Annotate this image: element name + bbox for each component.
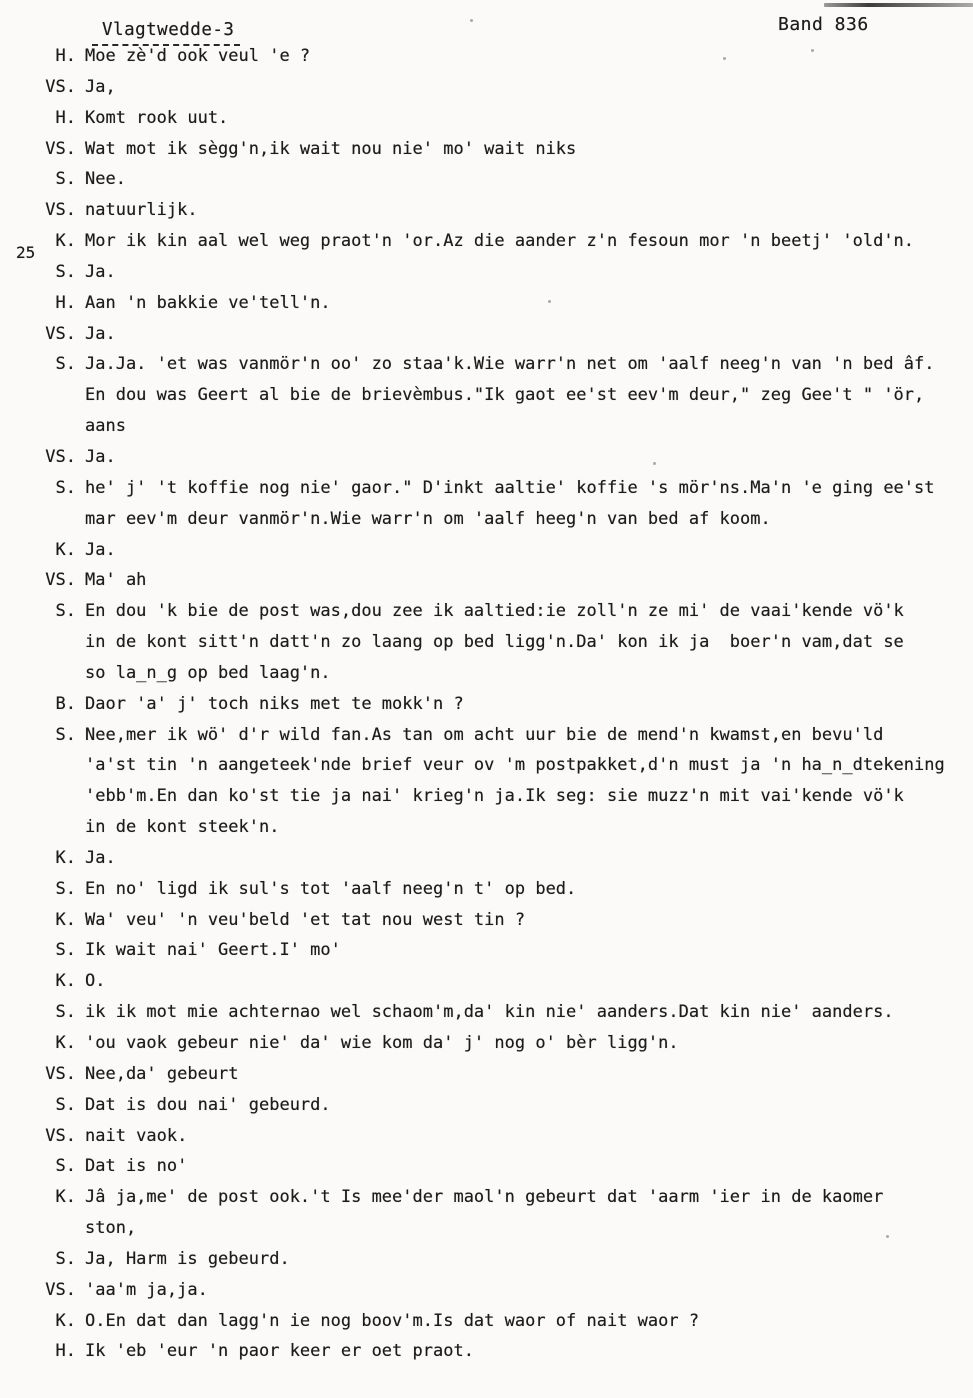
transcript-line (30, 1003, 965, 1034)
speaker-label: S. (55, 1094, 76, 1115)
transcript-line (30, 109, 965, 140)
transcript-line (30, 1127, 965, 1158)
utterance-text: Wa' veu' 'n veu'beld 'et tat nou west tin ? (85, 909, 526, 930)
speaker-label: VS. (45, 1063, 76, 1084)
transcript-line (30, 941, 965, 972)
transcript-line (30, 263, 965, 294)
utterance-text: Jâ ja,me' de post ook.'t Is mee'der maol'n gebeurt dat 'aarm 'ier in de kaomer (85, 1187, 884, 1208)
speaker-label: S. (55, 1002, 76, 1023)
band-number: Band 836 (778, 14, 869, 35)
utterance-text: Mor ik kin aal wel weg praot'n 'or.Az die aander z'n fesoun mor 'n beetj' 'old'n. (85, 231, 915, 252)
speaker-label: S. (55, 878, 76, 899)
margin-line-number: 25 (16, 243, 36, 263)
transcript-line (30, 325, 965, 356)
transcript-line (30, 1157, 965, 1188)
speaker-label: S. (55, 940, 76, 961)
speaker-label: VS. (45, 570, 76, 591)
transcript-line (30, 78, 965, 109)
transcript-line (30, 571, 965, 602)
speaker-label: S. (55, 354, 76, 375)
speaker-label: K. (55, 909, 76, 930)
utterance-text: natuurlijk. (85, 200, 198, 221)
transcript-line (30, 1342, 965, 1373)
transcript-line (30, 1250, 965, 1281)
speaker-label: K. (55, 1033, 76, 1053)
utterance-text: mar eev'm deur vanmör'n.Wie warr'n om 'aalf heeg'n van bed af koom. (85, 508, 771, 529)
utterance-text: Wat mot ik sègg'n,ik wait nou nie' mo' wait niks (85, 138, 577, 159)
transcript-line (30, 541, 965, 572)
transcript-line (30, 695, 965, 726)
utterance-text: Moe zè'd ook veul 'e ? (85, 46, 311, 66)
utterance-text: ik ik mot mie achternao wel schaom'm,da' kin nie' aanders.Dat kin nie' aanders. (85, 1002, 894, 1023)
transcript-line (30, 1188, 965, 1219)
utterance-text: Ik wait nai' Geert.I' mo' (85, 940, 341, 961)
transcript-line (30, 47, 965, 78)
speaker-label: K. (55, 1187, 76, 1208)
utterance-text: Ja. (85, 539, 116, 560)
transcript-line (30, 664, 965, 695)
speaker-label: VS. (45, 76, 76, 97)
utterance-text: Nee,da' gebeurt (85, 1063, 239, 1084)
utterance-text: nait vaok. (85, 1125, 188, 1146)
speaker-label: S. (55, 601, 76, 622)
utterance-text: 'a'st tin 'n aangeteek'nde brief veur ov 'm postpakket,d'n must ja 'n ha̲n̲dtekening (85, 755, 945, 776)
utterance-text: Ja, (85, 76, 116, 97)
speaker-label: S. (55, 169, 76, 190)
transcript-line (30, 1281, 965, 1312)
utterance-text: O.En dat dan lagg'n ie nog boov'm.Is dat waor of nait waor ? (85, 1310, 700, 1331)
transcript-line (30, 1034, 965, 1065)
speaker-label: K. (55, 539, 76, 560)
utterance-text: so la̲n̲g op bed laag'n. (85, 662, 331, 683)
utterance-text: aans (85, 416, 126, 437)
speaker-label: S. (55, 261, 76, 282)
transcript-line (16, 231, 965, 263)
speaker-label: VS. (45, 138, 76, 159)
utterance-text: Nee. (85, 169, 126, 190)
transcript-line (30, 201, 965, 232)
speaker-label: VS. (45, 200, 76, 221)
utterance-text: Ja.Ja. 'et was vanmör'n oo' zo staa'k.Wie warr'n net om 'aalf neeg'n van 'n bed âf. (85, 354, 935, 375)
utterance-text: in de kont steek'n. (85, 817, 280, 838)
transcript-line (30, 1219, 965, 1250)
speaker-label: VS. (45, 1125, 76, 1146)
transcript-line (30, 417, 965, 448)
speaker-label: S. (55, 1156, 76, 1177)
transcript-line (30, 633, 965, 664)
document-title: Vlagtwedde-3 (92, 20, 240, 46)
utterance-text: Ja. (85, 261, 116, 282)
transcript-line (30, 386, 965, 417)
speaker-label: K. (55, 1310, 76, 1331)
utterance-text: Ja. (85, 446, 116, 467)
utterance-text: O. (85, 971, 106, 992)
utterance-text: Ma' ah (85, 570, 147, 591)
utterance-text: 'aa'm ja,ja. (85, 1279, 208, 1300)
utterance-text: Ja. (85, 323, 116, 344)
speaker-label: S. (55, 477, 76, 498)
utterance-text: 'ou vaok gebeur nie' da' wie kom da' j' nog o' bèr ligg'n. (85, 1033, 679, 1053)
transcript-line (30, 1065, 965, 1096)
transcript-line (30, 911, 965, 942)
transcript-line (30, 602, 965, 633)
transcript-line (30, 140, 965, 171)
utterance-text: Ja, Harm is gebeurd. (85, 1248, 290, 1269)
transcript-line (30, 1312, 965, 1343)
utterance-text: in de kont sitt'n datt'n zo laang op bed ligg'n.Da' kon ik ja boer'n vam,dat se (85, 632, 904, 653)
utterance-text: Ik 'eb 'eur 'n paor keer er oet praot. (85, 1341, 474, 1362)
transcript-line (30, 294, 965, 325)
utterance-text: Aan 'n bakkie ve'tell'n. (85, 292, 331, 313)
speaker-label: VS. (45, 1279, 76, 1300)
speaker-label: H. (55, 107, 76, 128)
speaker-label: K. (55, 231, 76, 252)
transcript-line (30, 756, 965, 787)
transcript-line (30, 355, 965, 386)
utterance-text: he' j' 't koffie nog nie' gaor." D'inkt aaltie' koffie 's mör'ns.Ma'n 'e ging ee'st (85, 477, 935, 498)
transcript-line (30, 510, 965, 541)
utterance-text: ston, (85, 1218, 137, 1239)
transcript-line (30, 448, 965, 479)
utterance-text: 'ebb'm.En dan ko'st tie ja nai' krieg'n ja.Ik seg: sie muzz'n mit vai'kende vö'k (85, 786, 904, 807)
transcript-line (30, 849, 965, 880)
utterance-text: Ja. (85, 847, 116, 868)
transcript-line (30, 972, 965, 1003)
utterance-text: Nee,mer ik wö' d'r wild fan.As tan om acht uur bie de mend'n kwamst,en bevu'ld (85, 724, 884, 745)
speaker-label: VS. (45, 446, 76, 467)
transcript-line (30, 880, 965, 911)
scan-artifact-line (824, 3, 973, 7)
speaker-label: K. (55, 847, 76, 868)
utterance-text: Daor 'a' j' toch niks met te mokk'n ? (85, 693, 464, 714)
transcript-line (30, 818, 965, 849)
speaker-label: B. (55, 693, 76, 714)
utterance-text: Dat is dou nai' gebeurd. (85, 1094, 331, 1115)
transcript-line (30, 170, 965, 201)
speaker-label: S. (55, 724, 76, 745)
speaker-label: K. (55, 971, 76, 992)
utterance-text: En dou was Geert al bie de brievèmbus."Ik gaot ee'st eev'm deur," zeg Gee't " 'ör, (85, 385, 925, 406)
utterance-text: En no' ligd ik sul's tot 'aalf neeg'n t' op bed. (85, 878, 577, 899)
speaker-label: S. (55, 1248, 76, 1269)
utterance-text: Komt rook uut. (85, 107, 229, 128)
speaker-label: H. (55, 292, 76, 313)
speaker-label: H. (55, 46, 76, 66)
speaker-label: VS. (45, 323, 76, 344)
transcript (16, 46, 965, 1373)
utterance-text: Dat is no' (85, 1156, 188, 1177)
utterance-text: En dou 'k bie de post was,dou zee ik aaltied:ie zoll'n ze mi' de vaai'kende vö'k (85, 601, 904, 622)
scan-speck (470, 19, 473, 22)
speaker-label: H. (55, 1341, 76, 1362)
transcript-line (30, 726, 965, 757)
transcript-line (30, 1096, 965, 1127)
transcript-line (30, 479, 965, 510)
transcript-line (30, 787, 965, 818)
